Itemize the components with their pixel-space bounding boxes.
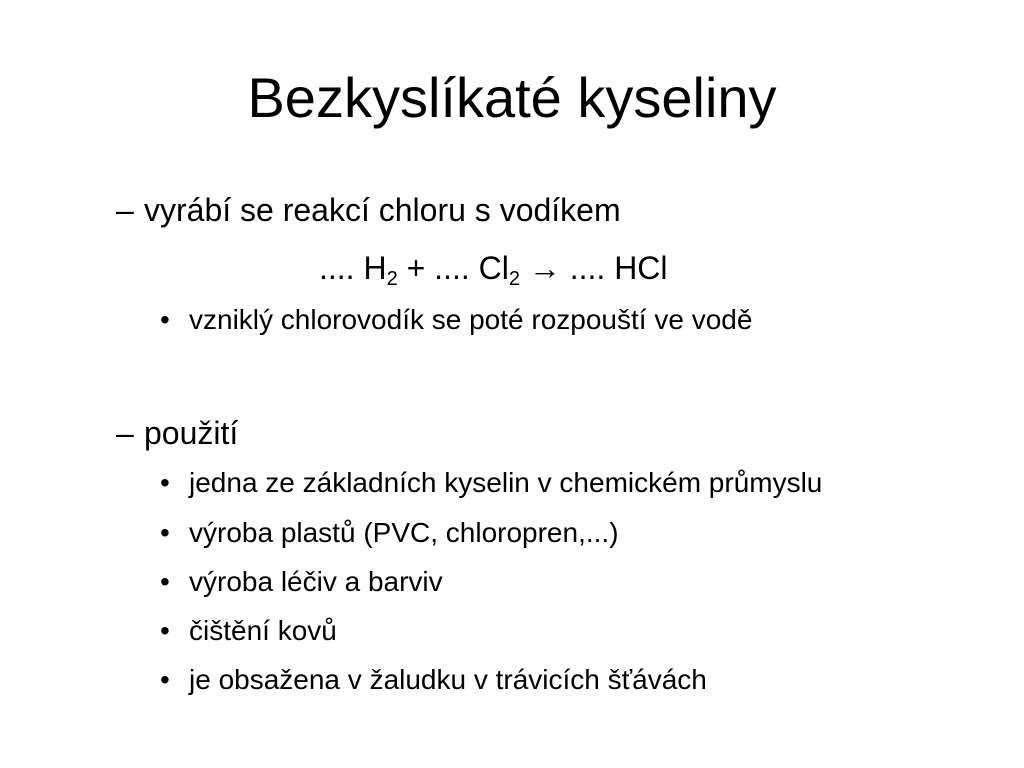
- list-item-text: výroba plastů (PVC, chloropren,...): [189, 517, 619, 548]
- section-heading-usage: [116, 413, 238, 453]
- list-item: [160, 662, 707, 698]
- bullet-marker: •: [160, 517, 170, 548]
- list-item: [160, 564, 443, 600]
- dash-marker: –: [116, 192, 134, 228]
- bullet-marker: •: [160, 304, 170, 335]
- slide-title: Bezkyslíkaté kyseliny: [247, 66, 777, 129]
- list-item: [160, 613, 337, 649]
- list-item-text: vzniklý chlorovodík se poté rozpouští ve vodě: [189, 304, 753, 335]
- section-heading-text: použití: [144, 415, 239, 451]
- list-item-text: jedna ze základních kyselin v chemickém průmyslu: [189, 467, 823, 498]
- bullet-marker: •: [160, 566, 170, 597]
- dash-marker: –: [116, 415, 134, 451]
- reaction-equation: .... $H_2$ + .... $Cl_2$ → .... HCl: [319, 250, 668, 290]
- bullet-marker: •: [160, 467, 170, 498]
- list-item-text: výroba léčiv a barviv: [189, 566, 443, 597]
- list-item: [160, 515, 619, 551]
- bullet-marker: •: [160, 615, 170, 646]
- list-item: [160, 465, 822, 501]
- list-item-text: čištění kovů: [189, 615, 337, 646]
- section-heading-text: vyrábí se reakcí chloru s vodíkem: [144, 192, 621, 228]
- list-item-text: je obsažena v žaludku v trávicích šťávách: [189, 664, 707, 695]
- section-heading-production: [116, 190, 621, 230]
- bullet-marker: •: [160, 664, 170, 695]
- list-item: [160, 302, 752, 338]
